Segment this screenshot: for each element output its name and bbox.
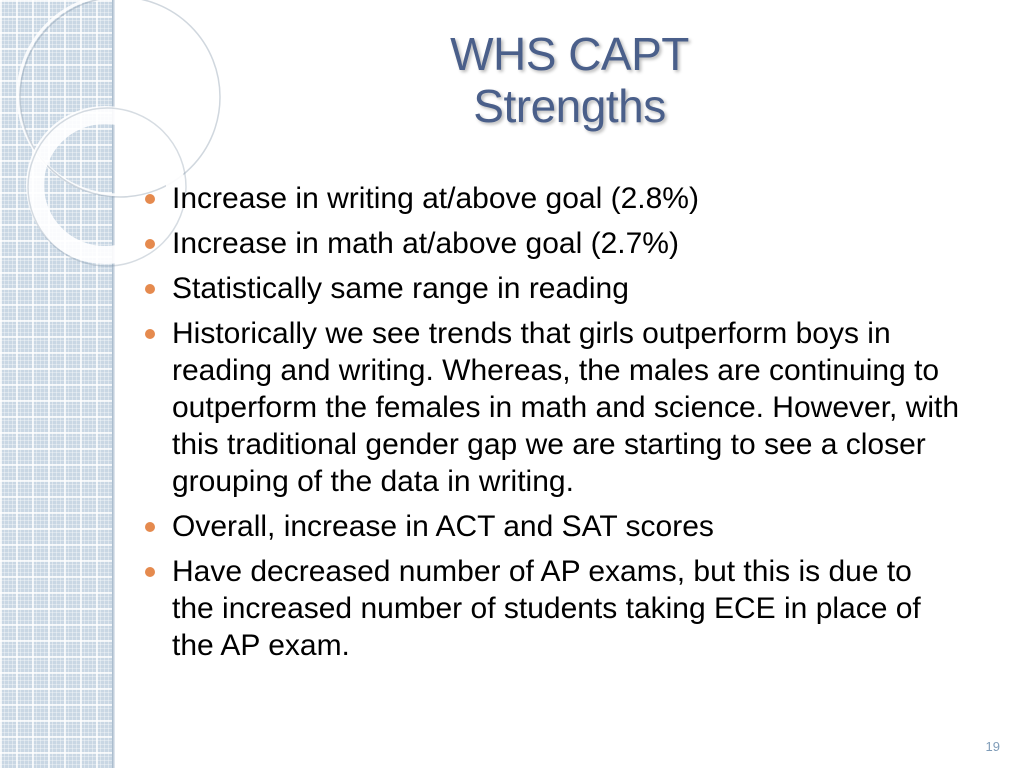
bullet-text: Historically we see trends that girls outperform boys in reading and writing. Whereas, the males are continuing to outperform the females in math and science. However, with this traditional gender gap we are starting to see a closer grouping of the data in writing.	[172, 317, 960, 498]
bullet-list	[140, 180, 960, 672]
bullet-item	[140, 315, 960, 500]
slide-subtitle: Strengths	[473, 80, 666, 132]
bullet-item	[140, 553, 960, 664]
bullet-text: Increase in math at/above goal (2.7%)	[172, 227, 679, 260]
slide-title-block	[115, 28, 1024, 132]
bullet-item	[140, 225, 960, 262]
bullet-text: Statistically same range in reading	[172, 272, 629, 305]
bullet-text: Increase in writing at/above goal (2.8%)	[172, 182, 699, 215]
bullet-dot-icon	[145, 329, 155, 339]
bullet-dot-icon	[145, 194, 155, 204]
slide-title: WHS CAPT	[450, 28, 689, 80]
bullet-text: Have decreased number of AP exams, but this is due to the increased number of students taking ECE in place of the AP exam.	[172, 555, 921, 662]
page-number: 19	[985, 739, 1000, 754]
bullet-text: Overall, increase in ACT and SAT scores	[172, 510, 714, 543]
bullet-dot-icon	[145, 284, 155, 294]
bullet-item	[140, 270, 960, 307]
bullet-dot-icon	[145, 239, 155, 249]
bullet-item	[140, 508, 960, 545]
bullet-dot-icon	[145, 522, 155, 532]
bullet-dot-icon	[145, 567, 155, 577]
bullet-item	[140, 180, 960, 217]
